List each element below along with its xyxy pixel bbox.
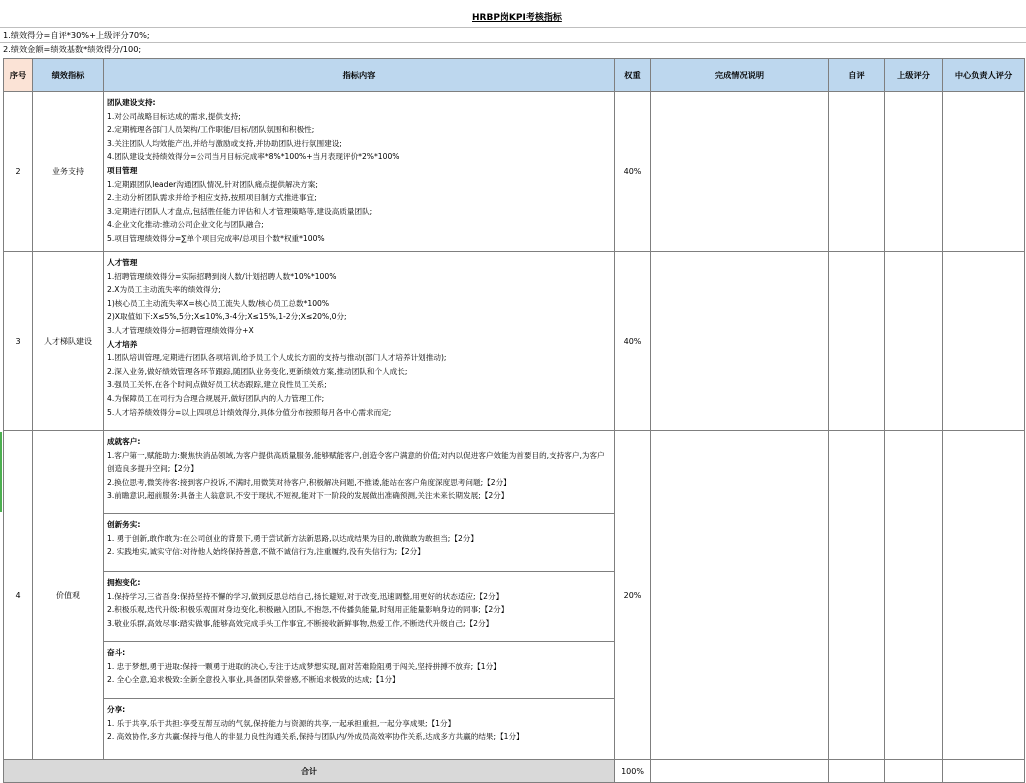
content-line: 2.主动分析团队需求并给予相应支持,按照项目制方式推进事宜; — [107, 193, 317, 203]
total-empty-cell[interactable] — [943, 760, 1025, 783]
cell-indicator[interactable]: 业务支持 — [33, 92, 104, 252]
total-label[interactable]: 合计 — [4, 760, 615, 783]
header-content[interactable]: 指标内容 — [104, 59, 615, 92]
sheet-title[interactable]: HRBP岗KPI考核指标 — [472, 13, 562, 23]
cell-seq[interactable]: 2 — [4, 92, 33, 252]
cell-content[interactable] — [104, 92, 615, 252]
cell-completion[interactable] — [651, 431, 829, 760]
selection-marker — [0, 432, 2, 512]
content-line: 2.定期梳理各部门人员架构/工作职能/目标/团队氛围和积极性; — [107, 125, 315, 135]
cell-weight[interactable]: 40% — [615, 92, 651, 252]
cell-completion[interactable] — [651, 252, 829, 431]
content-block — [104, 571, 614, 641]
content-heading: 创新务实: — [107, 520, 141, 529]
content-line: 2)X取值如下:X≤5%,5分;X≤10%,3-4分;X≤15%,1-2分;X≤20%,0分; — [107, 312, 347, 322]
content-line: 1.招聘管理绩效得分=实际招聘到岗人数/计划招聘人数*10%*100% — [107, 271, 337, 281]
content-line: 1.对公司战略目标达成的需求,提供支持; — [107, 111, 241, 121]
content-line: 5.项目管理绩效得分=∑单个项目完成率/总项目个数*权重*100% — [107, 233, 325, 243]
content-line: 5.人才培养绩效得分=以上四项总计绩效得分,具体分值分布按照每月各中心需求而定; — [107, 407, 392, 417]
content-line: 1. 乐于共享,乐于共担:享受互帮互动的气氛,保持能力与资源的共享,一起承担重担,一起分享成果;【1分】 — [107, 718, 456, 728]
content-line: 2. 实践地实,诚实守信:对待他人始终保持善意,不做不诚信行为,注重履约,没有失信行为;【2分】 — [107, 547, 425, 557]
content-line: 1)核心员工主动流失率X=核心员工流失人数/核心员工总数*100% — [107, 298, 330, 308]
content-heading: 人才培养 — [107, 339, 138, 349]
cell-content[interactable] — [104, 431, 615, 760]
total-empty-cell[interactable] — [829, 760, 885, 783]
kpi-table — [3, 58, 1025, 783]
content-heading: 拥抱变化: — [107, 578, 141, 587]
total-empty-cell[interactable] — [885, 760, 943, 783]
content-line: 1.定期跟团队leader沟通团队情况,针对团队痛点提供解决方案; — [107, 179, 318, 189]
cell-superior[interactable] — [885, 431, 943, 760]
content-line: 3.敬业乐群,高效尽事:踏实做事,能够高效完成手头工作事宜,不断接收新鲜事物,热爱工作,不断迭代升级自己;【2分】 — [107, 618, 494, 628]
content-line: 1. 勇于创新,敢作敢为:在公司创业的背景下,勇于尝试新方法新思路,以达成结果为目的,敢做敢为敢担当;【2分】 — [107, 533, 478, 543]
header-self[interactable]: 自评 — [829, 59, 885, 92]
content-line: 3.强员工关怀,在各个时间点做好员工状态跟踪,建立良性员工关系; — [107, 380, 327, 390]
content-line: 4.企业文化推动:推动公司企业文化与团队融合; — [107, 220, 264, 230]
cell-center[interactable] — [943, 92, 1025, 252]
content-heading: 奋斗: — [107, 648, 126, 657]
content-block — [104, 92, 614, 249]
content-line: 2. 全心全意,追求极致:全新全意投入事业,具备团队荣誉感,不断追求极致的达成;【1分】 — [107, 675, 400, 685]
content-heading: 项目管理 — [107, 165, 138, 175]
content-line: 1.客户第一,赋能助力:聚焦快消品领域,为客户提供高质量服务,能够赋能客户,创造令客户满意的价值;对内以促进客户效能为首要目的,支持客户,为客户创造良多提升空间;【2分】 — [107, 450, 605, 474]
total-weight[interactable]: 100% — [615, 760, 651, 783]
content-heading: 成就客户: — [107, 437, 141, 446]
content-line: 3.定期进行团队人才盘点,包括胜任能力评估和人才管理策略等,建设高质量团队; — [107, 206, 373, 216]
cell-seq[interactable]: 3 — [4, 252, 33, 431]
content-line: 3.前瞻意识,超前服务:具备主人翁意识,不安于现状,不短视,能对下一阶段的发展做出准确预测,关注未来长期发展;【2分】 — [107, 491, 509, 501]
content-line: 1.保持学习,三省吾身:保持坚持不懈的学习,做到反思总结自己,扬长避短,对于改变,迅速调整,用更好的状态适应;【2分】 — [107, 591, 504, 601]
content-line: 2.积极乐观,迭代升级:积极乐观面对身边变化,积极融入团队,不抱怨,不传播负能量,时刻用正能量影响身边的同事;【2分】 — [107, 605, 509, 615]
note-line-1[interactable]: 1.绩效得分=自评*30%+上级评分70%; — [3, 30, 150, 40]
total-row — [4, 760, 1025, 783]
header-completion[interactable]: 完成情况说明 — [651, 59, 829, 92]
header-indicator[interactable]: 绩效指标 — [33, 59, 104, 92]
cell-superior[interactable] — [885, 92, 943, 252]
cell-weight[interactable]: 40% — [615, 252, 651, 431]
row-divider — [0, 42, 1026, 43]
content-line: 4.团队建设支持绩效得分=公司当月目标完成率*8%*100%+当月表现评价*2%*100% — [107, 152, 400, 162]
content-line: 2.深入业务,做好绩效管理各环节跟踪,随团队业务变化,更新绩效方案,推动团队和个人成长; — [107, 366, 408, 376]
header-center[interactable]: 中心负责人评分 — [943, 59, 1025, 92]
total-empty-cell[interactable] — [651, 760, 829, 783]
content-line: 2.X为员工主动流失率的绩效得分; — [107, 285, 221, 295]
cell-center[interactable] — [943, 431, 1025, 760]
table-row — [4, 92, 1025, 252]
cell-content[interactable] — [104, 252, 615, 431]
cell-weight[interactable]: 20% — [615, 431, 651, 760]
header-row — [4, 59, 1025, 92]
content-heading: 分享: — [107, 705, 126, 714]
table-row — [4, 431, 1025, 760]
cell-self[interactable] — [829, 431, 885, 760]
title-row — [0, 3, 1026, 28]
content-line: 3.人才管理绩效得分=招聘管理绩效得分+X — [107, 325, 254, 335]
content-line: 1.团队培训管理,定期进行团队各项培训,给予员工个人成长方面的支持与推动(部门人才培养计划推动); — [107, 353, 447, 363]
cell-completion[interactable] — [651, 92, 829, 252]
header-seq[interactable]: 序号 — [4, 59, 33, 92]
cell-seq[interactable]: 4 — [4, 431, 33, 760]
cell-self[interactable] — [829, 252, 885, 431]
cell-self[interactable] — [829, 92, 885, 252]
content-line: 2.换位思考,微笑待客:接到客户投诉,不满时,用微笑对待客户,积极解决问题,不推诿,能站在客户角度深度思考问题;【2分】 — [107, 477, 511, 487]
content-heading: 团队建设支持: — [107, 98, 156, 107]
content-line: 1. 忠于梦想,勇于进取:保持一颗勇于进取的决心,专注于达成梦想实现,面对苦难险阻勇于闯关,坚持拼搏不放弃;【1分】 — [107, 661, 501, 671]
cell-center[interactable] — [943, 252, 1025, 431]
cell-superior[interactable] — [885, 252, 943, 431]
content-heading: 人才管理 — [107, 258, 138, 267]
header-superior[interactable]: 上级评分 — [885, 59, 943, 92]
cell-indicator[interactable]: 价值观 — [33, 431, 104, 760]
content-block — [104, 431, 614, 513]
content-line: 4.为保障员工在司行为合理合规展开,做好团队内的人力管理工作; — [107, 393, 325, 403]
content-block — [104, 698, 614, 759]
note-line-2[interactable]: 2.绩效金额=绩效基数*绩效得分/100; — [3, 44, 142, 54]
cell-indicator[interactable]: 人才梯队建设 — [33, 252, 104, 431]
content-block — [104, 252, 614, 422]
table-row — [4, 252, 1025, 431]
content-line: 3.关注团队人均效能产出,并给与激励或支持,并协助团队进行氛围建设; — [107, 138, 342, 148]
content-block — [104, 641, 614, 698]
content-block — [104, 513, 614, 571]
content-line: 2. 高效协作,多方共赢:保持与他人的非显力良性沟通关系,保持与团队内/外成员高效率协作关系,达成多方共赢的结果;【1分】 — [107, 732, 524, 742]
header-weight[interactable]: 权重 — [615, 59, 651, 92]
